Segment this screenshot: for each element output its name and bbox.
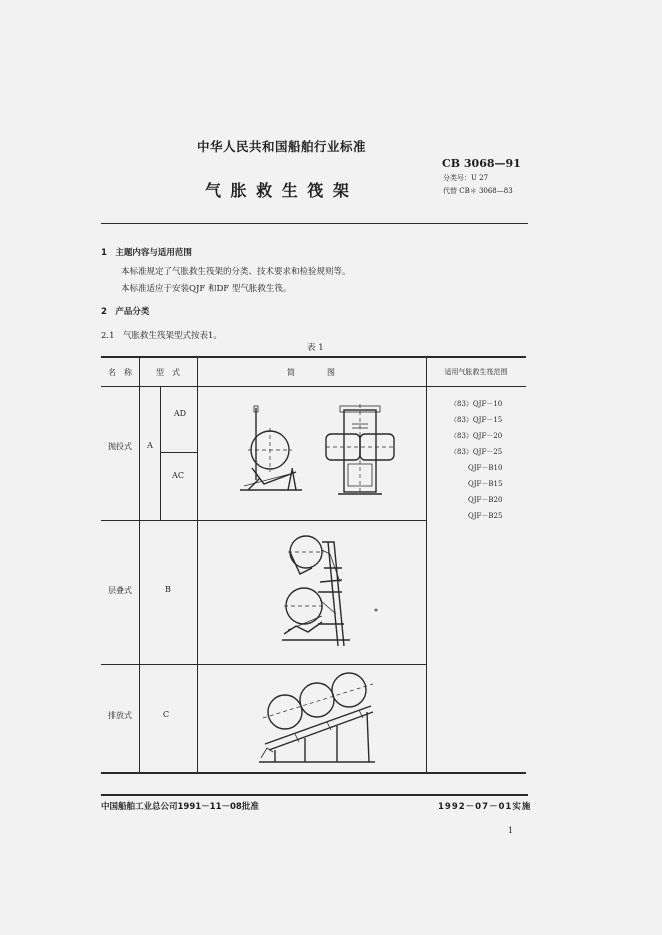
org-title: 中华人民共和国船舶行业标准 xyxy=(197,139,367,154)
range-item: QJF－B15 xyxy=(468,480,503,488)
header-range: 适用气胀救生筏范围 xyxy=(444,368,508,376)
table-column-border xyxy=(197,357,198,773)
row-name-stacked: 层叠式 xyxy=(108,586,132,595)
table-column-border xyxy=(160,387,161,520)
footer-divider xyxy=(101,794,528,796)
header-type: 型 式 xyxy=(156,368,180,377)
header-name: 名 称 xyxy=(108,368,132,377)
approval-note: 中国船舶工业总公司1991－11－08批准 xyxy=(101,802,259,812)
table-column-border xyxy=(426,357,427,773)
page-number: 1 xyxy=(508,826,514,835)
row-type-c: C xyxy=(162,710,170,719)
replaces-standard: 代替 CB＊ 3068—83 xyxy=(443,187,513,195)
range-item: （83）QJF－10 xyxy=(450,400,503,408)
range-item: QJF－B25 xyxy=(468,512,503,520)
table-row-border xyxy=(101,664,426,665)
table-subrow-border xyxy=(161,452,198,453)
range-item: （83）QJF－20 xyxy=(450,432,503,440)
row-type-b: B xyxy=(165,585,171,594)
table-top-border xyxy=(101,356,526,358)
doc-title: 气 胀 救 生 筏 架 xyxy=(205,181,351,200)
row-name-row: 排放式 xyxy=(108,711,132,720)
row-subtype-ac: AC xyxy=(172,471,184,480)
table-caption: 表 1 xyxy=(307,343,324,353)
row-name-throw: 抛投式 xyxy=(108,442,132,451)
range-item: （83）QJF－15 xyxy=(450,416,503,424)
range-item: QJF－B10 xyxy=(468,464,503,472)
range-item: QJF－B20 xyxy=(468,496,503,504)
header-diagram: 简 图 xyxy=(287,368,335,377)
row-rack-diagram xyxy=(255,678,380,766)
range-list xyxy=(438,396,522,524)
range-item: （83）QJF－25 xyxy=(450,448,503,456)
header-divider xyxy=(101,223,528,224)
section-2-1-text: 2.1 气胀救生筏架型式按表1。 xyxy=(101,331,222,341)
table-row-border xyxy=(101,520,426,521)
table-header-border xyxy=(101,386,526,387)
section-1-paragraph-2: 本标准适应于安装QJF 和DF 型气胀救生筏。 xyxy=(121,284,292,294)
section-2-heading: 2 产品分类 xyxy=(101,307,150,317)
section-1-heading: 1 主题内容与适用范围 xyxy=(101,248,192,258)
table-bottom-border xyxy=(101,772,526,774)
effective-date: 1992－07－01实施 xyxy=(438,802,532,812)
throw-rack-diagram xyxy=(230,398,400,500)
row-subtype-ad: AD xyxy=(173,409,187,418)
stacked-rack-diagram xyxy=(278,534,388,650)
row-type-a: A xyxy=(147,441,153,450)
section-1-paragraph-1: 本标准规定了气胀救生筏架的分类、技术要求和检验规则等。 xyxy=(121,267,351,277)
class-number: 分类号：U 27 xyxy=(443,174,489,182)
table-column-border xyxy=(139,357,140,773)
standard-number: CB 3068—91 xyxy=(442,157,521,170)
